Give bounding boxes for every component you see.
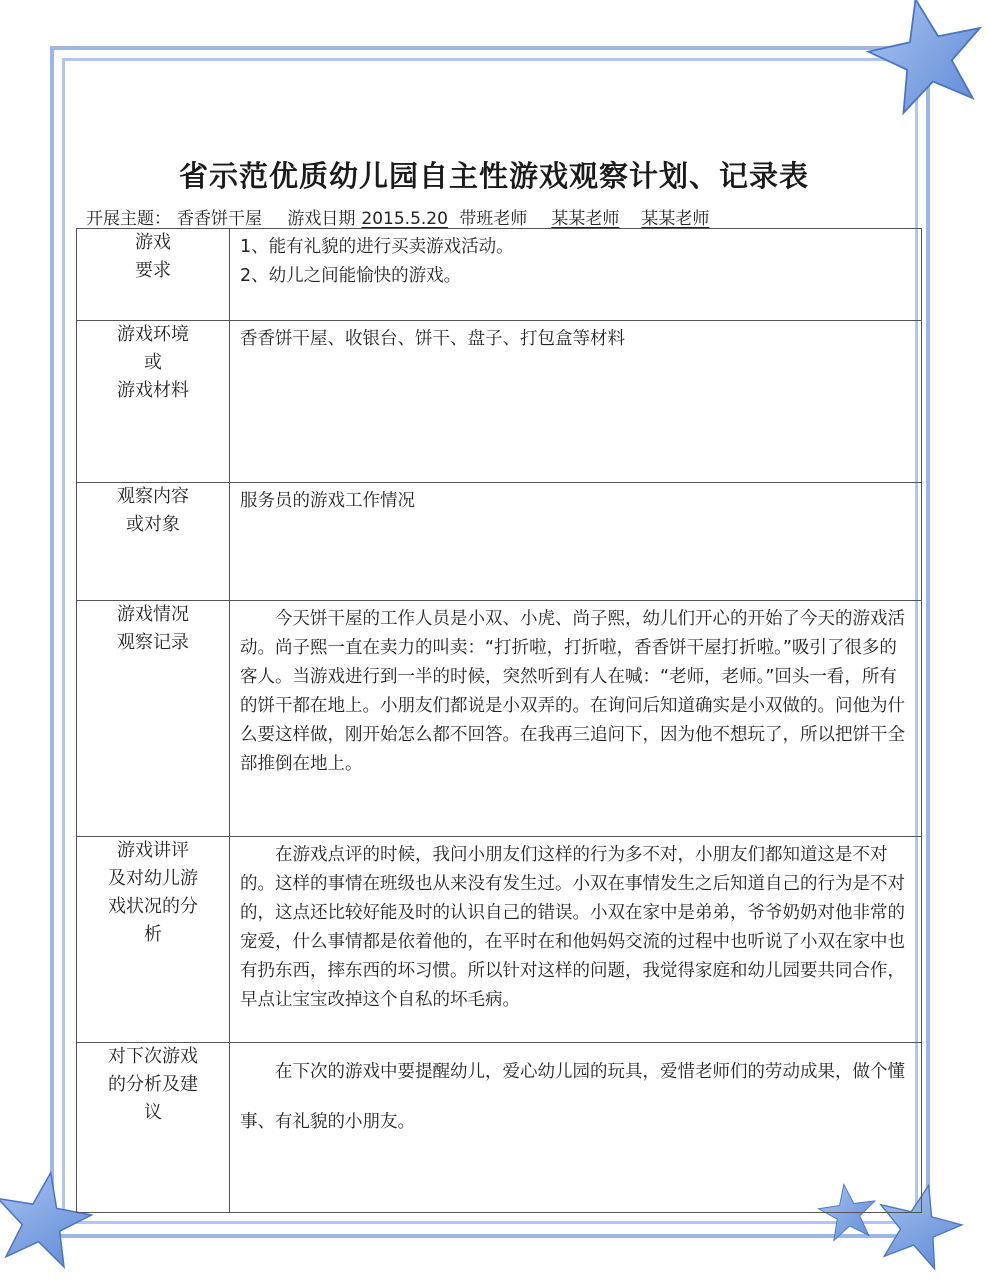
- header-info: [86, 204, 846, 229]
- content-text: 在下次的游戏中要提醒幼儿，爱心幼儿园的玩具，爱惜老师们的劳动成果，做个懂事、有礼貌的小朋友。: [240, 1062, 905, 1132]
- content-text: 今天饼干屋的工作人员是小双、小虎、尚子熙，幼儿们开心的开始了今天的游戏活动。尚子熙一直在卖力的叫卖：“打折啦，打折啦，香香饼干屋打折啦。”吸引了很多的客人。当游戏进行到一半的时候，突然听到有人在喊：“老师，老师。”回头一看，所有的饼干都在地上。小朋友们都说是小双弄的。在询问后知道确实是小双做的。问他为什么要这样做，刚开始怎么都不回答。在我再三追问下，因为他不想玩了，所以把饼干全部推倒在地上。: [240, 609, 905, 774]
- row-content: [230, 321, 922, 483]
- label-text: 对下次游戏 的分析及建 议: [108, 1046, 198, 1123]
- label-text: 观察内容 或对象: [117, 486, 189, 535]
- row-label: [77, 229, 230, 321]
- requirement-line: 2、幼儿之间能愉快的游戏。: [240, 266, 462, 286]
- label-text: 游戏 要求: [135, 232, 171, 281]
- content-text: 服务员的游戏工作情况: [240, 491, 415, 511]
- teacher-2: 某某老师: [641, 209, 710, 229]
- content-text: 在游戏点评的时候，我问小朋友们这样的行为多不对，小朋友们都知道这是不对的。这样的事情在班级也从来没有发生过。小双在事情发生之后知道自己的行为是不对的，这点还比较好能及时的认识自己的错误。小双在家中是弟弟，爷爷奶奶对他非常的宠爱，什么事情都是依着他的，在平时在和他妈妈交流的过程中也听说了小双在家中也有扔东西，摔东西的坏习惯。所以针对这样的问题，我觉得家庭和幼儿园要共同合作，早点让宝宝改掉这个自私的坏毛病。: [240, 845, 905, 1010]
- row-label: [77, 321, 230, 483]
- table-row: [77, 321, 922, 483]
- row-content: [230, 1043, 922, 1213]
- label-text: 游戏讲评 及对幼儿游 戏状况的分 析: [108, 840, 198, 945]
- requirement-line: 1、能有礼貌的进行买卖游戏活动。: [240, 237, 514, 257]
- theme-value: 香香饼干屋: [177, 209, 262, 229]
- teacher-label: 带班老师: [459, 209, 528, 229]
- teacher-1: 某某老师: [551, 209, 620, 229]
- table-row: [77, 229, 922, 321]
- table-row: [77, 837, 922, 1043]
- table-row: [77, 1043, 922, 1213]
- page-title: 省示范优质幼儿园自主性游戏观察计划、记录表: [178, 159, 809, 193]
- row-label: [77, 837, 230, 1043]
- row-content: [230, 483, 922, 601]
- row-label: [77, 1043, 230, 1213]
- label-text: 游戏环境 或 游戏材料: [117, 324, 189, 401]
- row-content: [230, 837, 922, 1043]
- date-value: 2015.5.20: [361, 209, 448, 229]
- label-text: 游戏情况 观察记录: [117, 604, 189, 653]
- row-content: [230, 601, 922, 837]
- theme-label: 开展主题：: [86, 209, 171, 229]
- date-label: 游戏日期: [287, 209, 356, 229]
- table-row: [77, 483, 922, 601]
- observation-table: [76, 228, 922, 1213]
- content-text: 香香饼干屋、收银台、饼干、盘子、打包盒等材料: [240, 329, 625, 349]
- row-label: [77, 483, 230, 601]
- table-row: [77, 601, 922, 837]
- row-label: [77, 601, 230, 837]
- row-content: [230, 229, 922, 321]
